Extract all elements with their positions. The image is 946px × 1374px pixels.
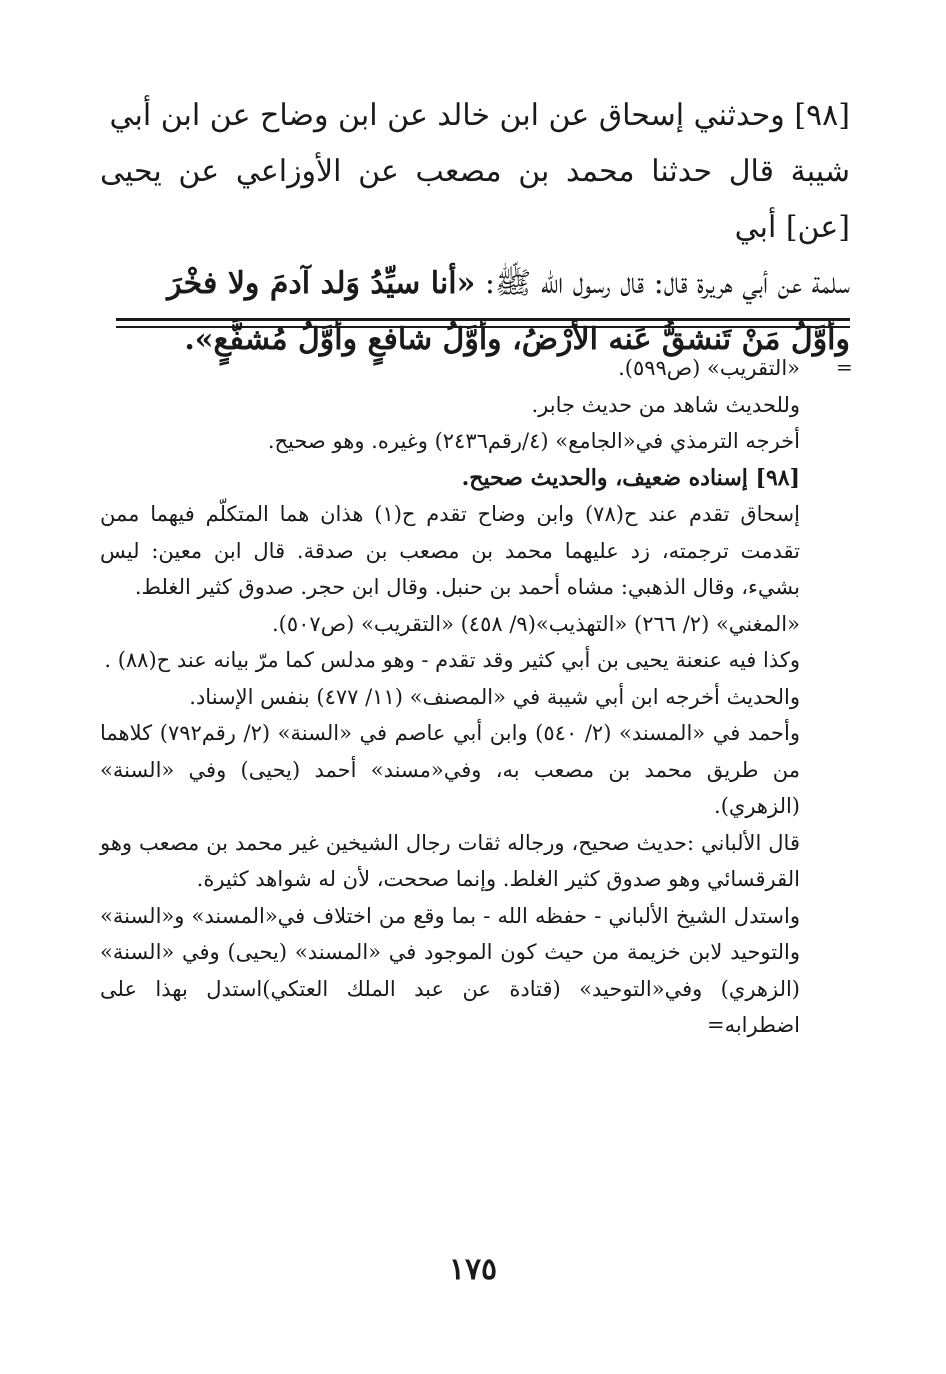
footnote-paragraph: وأحمد في «المسند» (٢/ ٥٤٠) وابن أبي عاصم في «السنة» (٢/ رقم٧٩٢) كلاهما من طريق محمد بن مصعب به، وفي«مسند» أحمد (يحيى) وفي «السنة» (الزهري). — [100, 721, 800, 818]
footnote-paragraph: إسحاق تقدم عند ح(٧٨) وابن وضاح تقدم ح(١) هذان هما المتكلّم فيهما ممن تقدمت ترجمته، زد عليهما محمد بن مصعب بن صدقة. قال ابن معين: ليس بشيء، وقال الذهبي: مشاه أحمد بن حنبل. وقال ابن حجر. صدوق كثير الغلط. — [100, 502, 800, 599]
main-text-plain: سلمة عن أبي هريرة قال: قال رسول الله ﷺ: — [475, 266, 850, 301]
footnote-paragraph: واستدل الشيخ الألباني - حفظه الله - بما وقع من اختلاف في«المسند» و«السنة» والتوحيد لابن خزيمة من حيث كون الموجود في «المسند» (يحيى) وفي «السنة» (الزهري) وفي«التوحيد» (قتادة عن عبد الملك العتكي)استدل بهذا على اضطرابه= — [100, 903, 800, 1037]
separator-rule — [116, 318, 850, 321]
footnote-paragraph: قال الألباني :حديث صحيح، ورجاله ثقات رجال الشيخين غير محمد بن مصعب وهو القرقسائي وهو صدوق كثير الغلط. وإنما صححت، لأن له شواهد كثيرة. — [100, 830, 800, 891]
continuation-marker: = — [836, 355, 853, 379]
main-line: شيبة قال حدثنا محمد بن مصعب عن الأوزاعي عن يحيى [عن] أبي — [100, 154, 850, 245]
main-line — [100, 256, 850, 312]
footnotes — [100, 350, 800, 1044]
footnote-heading: [٩٨] إسناده ضعيف، والحديث صحيح. — [461, 464, 800, 491]
footnote-line: أخرجه الترمذي في«الجامع» (٤/رقم٢٤٣٦) وغيره. وهو صحيح. — [267, 429, 800, 453]
hadith-text: «أنا سيِّدُ وَلد آدمَ ولا فخْرَ — [167, 266, 476, 301]
main-line: [٩٨] وحدثني إسحاق عن ابن خالد عن ابن وضاح عن ابن أبي — [109, 98, 850, 133]
footnote-paragraph: والحديث أخرجه ابن أبي شيبة في «المصنف» (١١/ ٤٧٧) بنفس الإسناد. — [189, 684, 800, 709]
footnote-paragraph: وكذا فيه عنعنة يحيى بن أبي كثير وقد تقدم - وهو مدلس كما مرّ بيانه عند ح(٨٨) . — [104, 648, 800, 672]
footnote-line: وللحديث شاهد من حديث جابر. — [531, 392, 800, 417]
hadith-text: وأوَّلُ مَنْ تَنشقُّ عَنه الأرْضُ، وأوَّلُ شافعٍ وأوَّلُ مُشفَّعٍ». — [184, 322, 850, 357]
footnote-line: «التقريب» (ص٥٩٩). — [618, 356, 800, 380]
footnote-paragraph: «المغني» (٢/ ٢٦٦) «التهذيب»(٩/ ٤٥٨) «التقريب» (ص٥٠٧). — [272, 611, 800, 636]
page-number: ١٧٥ — [448, 1252, 498, 1287]
separator-rule — [116, 326, 850, 328]
